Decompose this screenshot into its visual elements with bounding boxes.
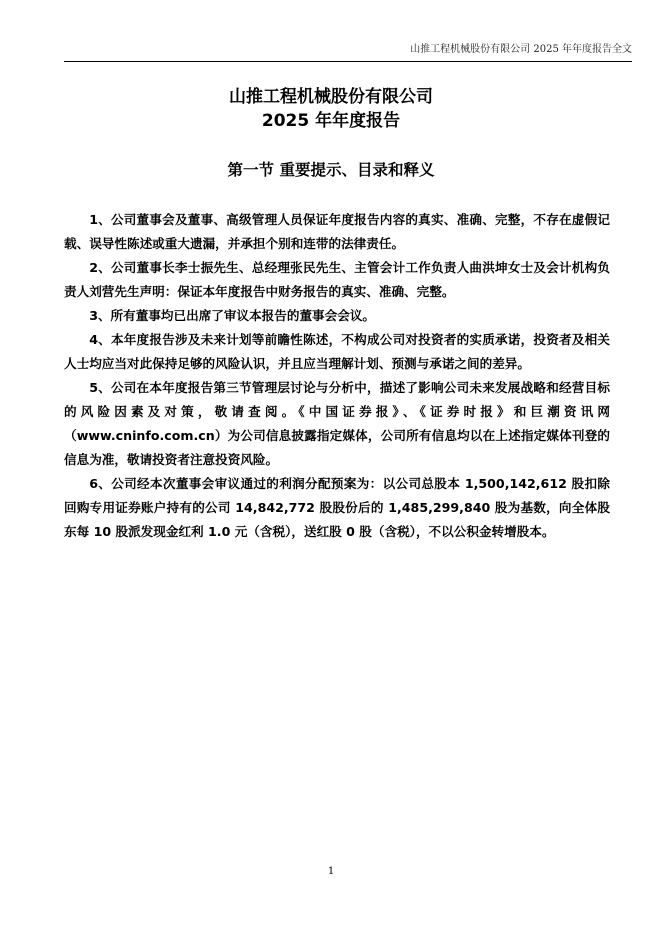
notice-list <box>64 208 610 544</box>
title-block <box>0 86 662 132</box>
report-title: 2025 年年度报告 <box>261 111 401 131</box>
notice-item-3: 3、所有董事均已出席了审议本报告的董事会会议。 <box>89 308 376 323</box>
notice-item-1: 1、公司董事会及董事、高级管理人员保证年度报告内容的真实、准确、完整，不存在虚假记载、误导性陈述或重大遗漏，并承担个别和连带的法律责任。 <box>64 212 610 251</box>
header-divider <box>64 61 632 62</box>
page-number: 1 <box>327 866 335 877</box>
running-header: 山推工程机械股份有限公司 2025 年年度报告全文 <box>410 44 632 55</box>
notice-item-2: 2、公司董事长李士振先生、总经理张民先生、主管会计工作负责人曲洪坤女士及会计机构负责人刘营先生声明：保证本年度报告中财务报告的真实、准确、完整。 <box>64 260 610 299</box>
notice-item-5: 5、公司在本年度报告第三节管理层讨论与分析中，描述了影响公司未来发展战略和经营目标的风险因素及对策，敬请查阅。《中国证券报》、《证券时报》和巨潮资讯网（www.cninfo.com.cn）为公司信息披露指定媒体，公司所有信息均以在上述指定媒体刊登的信息为准，敬请投资者注意投资风险。 <box>64 380 610 467</box>
company-title: 山推工程机械股份有限公司 <box>229 87 433 107</box>
section-heading: 第一节 重要提示、目录和释义 <box>227 161 435 179</box>
notice-item-4: 4、本年度报告涉及未来计划等前瞻性陈述，不构成公司对投资者的实质承诺，投资者及相关人士均应当对此保持足够的风险认识，并且应当理解计划、预测与承诺之间的差异。 <box>64 332 610 371</box>
notice-item-6: 6、公司经本次董事会审议通过的利润分配预案为：以公司总股本 1,500,142,612 股扣除回购专用证券账户持有的公司 14,842,772 股股份后的 1,485,299,840 股为基数，向全体股东每 10 股派发现金红利 1.0 元（含税），送红股 0 股（含税），不以公积金转增股本。 <box>64 476 610 539</box>
